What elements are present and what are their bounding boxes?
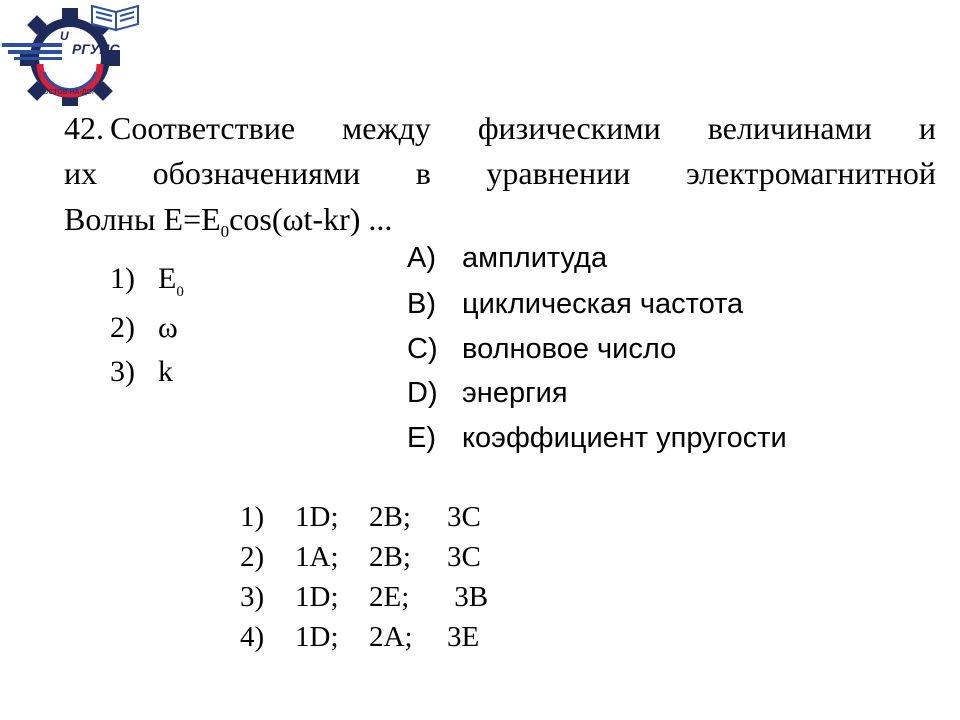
term-number: 3) xyxy=(110,355,135,388)
option-text: волновое число xyxy=(462,333,677,365)
answer-part: 3E xyxy=(447,621,480,653)
option-letter: E) xyxy=(407,422,436,454)
logo-text: РГУПС xyxy=(72,41,120,57)
train-icon xyxy=(2,43,62,60)
question-text-line-1: Соответствие между физическими величинами и xyxy=(110,110,936,146)
logo-ring-text: РОСТОВ-НА-ДОНУ xyxy=(38,89,102,96)
option-letter: A) xyxy=(407,242,436,274)
answer-part: 1D; xyxy=(295,621,339,653)
question-number: 42. xyxy=(64,110,104,146)
answer-part: 2B; xyxy=(369,501,411,533)
answer-choice-3[interactable] xyxy=(240,578,488,616)
option-text: коэффициент упругости xyxy=(462,422,787,454)
question-line-1 xyxy=(64,108,936,148)
option-letter: C) xyxy=(407,333,438,365)
answer-number: 2) xyxy=(240,541,265,573)
question-text-line-3-prefix: Волны E=E xyxy=(64,201,221,237)
answer-choice-4[interactable] xyxy=(240,618,479,656)
svg-text:U: U xyxy=(60,29,69,43)
answer-choice-2[interactable] xyxy=(240,538,481,576)
term-number: 2) xyxy=(110,311,135,344)
term-symbol: ω xyxy=(158,311,178,344)
question-line-2: их обозначениями в уравнении электромагнитной xyxy=(64,155,936,191)
answer-part: 2B; xyxy=(369,541,411,573)
term-item-2 xyxy=(110,311,178,345)
answer-part: 1D; xyxy=(295,581,339,613)
question-text-line-3-suffix: cos(ωt-kr) ... xyxy=(229,201,393,237)
book-icon xyxy=(92,6,138,30)
term-item-3 xyxy=(110,355,173,389)
term-symbol: E xyxy=(158,262,177,295)
question-line-3 xyxy=(64,199,936,239)
option-a xyxy=(407,240,607,276)
answer-number: 3) xyxy=(240,581,265,613)
answer-number: 1) xyxy=(240,501,265,533)
term-item-1 xyxy=(110,262,184,300)
option-e xyxy=(407,420,787,456)
option-b xyxy=(407,286,743,322)
option-d xyxy=(407,375,568,411)
option-letter: B) xyxy=(407,288,436,320)
option-text: амплитуда xyxy=(462,242,608,274)
answer-part: 2E; xyxy=(369,581,410,613)
answer-part: 3B xyxy=(447,581,489,613)
option-letter: D) xyxy=(407,377,438,409)
answer-part: 3C xyxy=(447,501,481,533)
answer-part: 2A; xyxy=(369,621,413,653)
answer-number: 4) xyxy=(240,621,265,653)
option-c xyxy=(407,331,676,367)
subscript: 0 xyxy=(220,222,230,241)
answer-part: 1A; xyxy=(295,541,339,573)
term-symbol: k xyxy=(158,355,173,388)
option-text: циклическая частота xyxy=(462,288,744,320)
term-subscript: 0 xyxy=(176,284,184,300)
answer-part: 3C xyxy=(447,541,481,573)
answer-part: 1D; xyxy=(295,501,339,533)
term-number: 1) xyxy=(110,262,135,295)
option-text: энергия xyxy=(462,377,568,409)
answer-choice-1[interactable] xyxy=(240,498,481,536)
university-logo xyxy=(0,0,142,108)
